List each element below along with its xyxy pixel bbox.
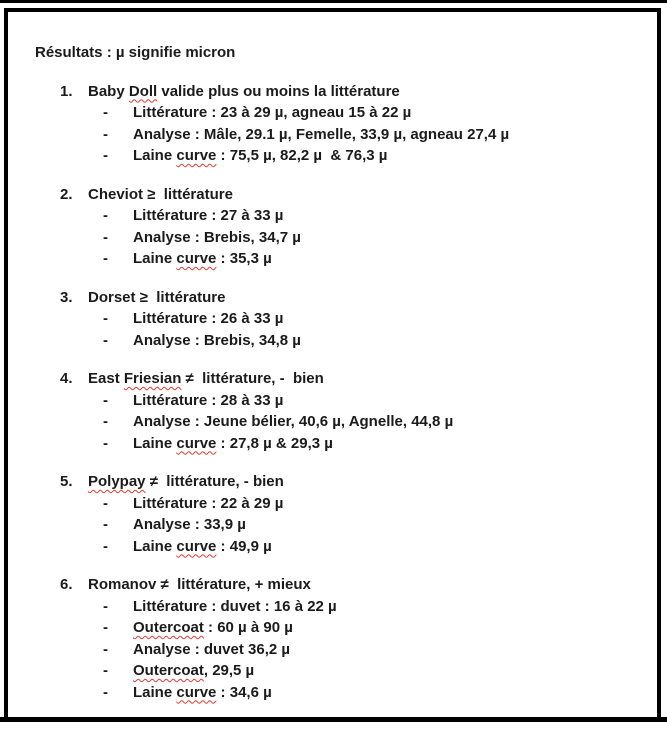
item-heading-row [60,81,645,103]
item-heading [88,287,225,309]
bullet-text [133,596,337,618]
item-heading [88,81,400,103]
item-number: 6. [60,576,73,593]
dash-bullet: - [103,331,108,349]
dash-bullet: - [103,228,108,246]
bullet-item [103,514,645,536]
text-segment: Analyse : Mâle, 29.1 µ, Femelle, 33,9 µ, agneau 27,4 µ [133,125,510,143]
text-segment: Littérature : 23 à 29 µ, agneau 15 à 22 µ [133,104,412,121]
bullet-item [103,639,645,661]
item-heading [88,184,233,206]
bullet-text [133,124,509,146]
item-bullets [35,596,645,704]
text-segment: ≠ littérature, - bien [145,473,284,490]
bullet-text [133,248,272,270]
bullet-item [103,124,645,146]
bullet-item [103,102,645,124]
bullet-text [133,308,283,330]
dash-bullet: - [103,413,108,430]
item-heading-row [60,184,645,206]
results-list [35,81,645,704]
bullet-text [133,660,254,682]
text-segment: : 35,3 µ [216,250,272,267]
table-border-bottom [0,717,667,722]
dash-bullet: - [103,662,108,679]
text-segment: Cheviot ≥ littérature [88,185,233,203]
bullet-item [103,660,645,682]
item-bullets [35,308,645,351]
misspelled-word: curve [176,683,217,701]
dash-bullet: - [103,494,108,512]
text-segment: Littérature : duvet : 16 à 22 µ [133,597,337,615]
dash-bullet: - [103,391,108,409]
bullet-item [103,308,645,330]
text-segment: Laine [133,537,177,555]
text-segment: Laine [133,147,177,164]
bullet-item [103,248,645,270]
bullet-text [133,145,387,167]
text-segment: Laine [133,683,177,701]
bullet-item [103,145,645,167]
bullet-text [133,102,411,124]
list-item [35,81,645,167]
dash-bullet: - [103,310,108,327]
text-segment: : 49,9 µ [216,537,272,555]
item-bullets [35,390,645,455]
bullet-item [103,390,645,412]
text-segment: : 34,6 µ [216,683,272,701]
list-item [35,368,645,454]
results-frame [4,8,661,722]
page-title: Résultats : µ signifie micron [35,44,236,61]
item-heading [88,471,284,493]
text-segment: valide plus ou moins la littérature [157,82,400,100]
text-segment: Laine [133,434,177,452]
text-segment: Littérature : 22 à 29 µ [133,494,284,512]
text-segment: Littérature : 28 à 33 µ [133,391,284,409]
dash-bullet: - [103,104,108,121]
item-heading-row [60,287,645,309]
item-number: 5. [60,473,73,490]
bullet-item [103,205,645,227]
dash-bullet: - [103,619,108,636]
list-item [35,287,645,352]
bullet-item [103,227,645,249]
misspelled-word: curve [176,147,217,164]
bullet-text [133,390,283,412]
text-segment: East [88,370,124,387]
list-item [35,471,645,557]
item-bullets [35,205,645,270]
bullet-item [103,433,645,455]
item-heading-row [60,368,645,390]
item-number: 4. [60,370,73,387]
text-segment: : 27,8 µ & 29,3 µ [216,434,333,452]
bullet-item [103,596,645,618]
list-item [35,184,645,270]
item-heading-row [60,471,645,493]
bullet-text [133,639,290,661]
bullet-item [103,330,645,352]
list-item [35,574,645,703]
text-segment: Analyse : Brebis, 34,7 µ [133,228,301,246]
text-segment: Laine [133,250,177,267]
dash-bullet: - [103,516,108,533]
bullet-text [133,536,272,558]
misspelled-word: curve [176,537,217,555]
dash-bullet: - [103,125,108,143]
text-segment: Analyse : Brebis, 34,8 µ [133,331,301,349]
bullet-text [133,617,293,639]
text-segment: , 29,5 µ [203,662,255,679]
item-heading-row [60,574,645,596]
table-border-top [0,0,667,3]
misspelled-word: Outercoat [133,619,204,636]
text-segment: Romanov ≠ littérature, + mieux [88,576,311,593]
bullet-item [103,682,645,704]
bullet-item [103,617,645,639]
item-bullets [35,102,645,167]
bullet-text [133,682,272,704]
text-segment: Analyse : Jeune bélier, 40,6 µ, Agnelle, 44,8 µ [133,413,454,430]
bullet-item [103,411,645,433]
text-segment: : 60 µ à 90 µ [203,619,293,636]
item-number: 2. [60,185,73,203]
misspelled-word: Doll [128,82,158,100]
bullet-text [133,514,246,536]
bullet-item [103,493,645,515]
text-segment: Littérature : 26 à 33 µ [133,310,284,327]
dash-bullet: - [103,250,108,267]
item-number: 3. [60,288,73,306]
dash-bullet: - [103,147,108,164]
item-bullets [35,493,645,558]
misspelled-word: curve [176,434,217,452]
dash-bullet: - [103,434,108,452]
bullet-text [133,411,453,433]
bullet-text [133,493,283,515]
text-segment: Analyse : 33,9 µ [133,516,246,533]
text-segment: Littérature : 27 à 33 µ [133,207,284,224]
dash-bullet: - [103,207,108,224]
text-segment: ≠ littérature, - bien [181,370,324,387]
misspelled-word: Polypay [88,473,146,490]
bullet-text [133,227,301,249]
misspelled-word: curve [176,250,217,267]
bullet-text [133,433,333,455]
item-heading [88,574,311,596]
misspelled-word: Friesian [123,370,182,387]
bullet-text [133,330,301,352]
item-heading [88,368,324,390]
dash-bullet: - [103,597,108,615]
bullet-text [133,205,283,227]
misspelled-word: Outercoat [133,662,204,679]
text-segment: Analyse : duvet 36,2 µ [133,640,291,658]
dash-bullet: - [103,683,108,701]
text-segment: : 75,5 µ, 82,2 µ & 76,3 µ [216,147,388,164]
item-number: 1. [60,82,73,100]
text-segment: Dorset ≥ littérature [88,288,226,306]
dash-bullet: - [103,537,108,555]
text-segment: Baby [88,82,129,100]
dash-bullet: - [103,640,108,658]
bullet-item [103,536,645,558]
